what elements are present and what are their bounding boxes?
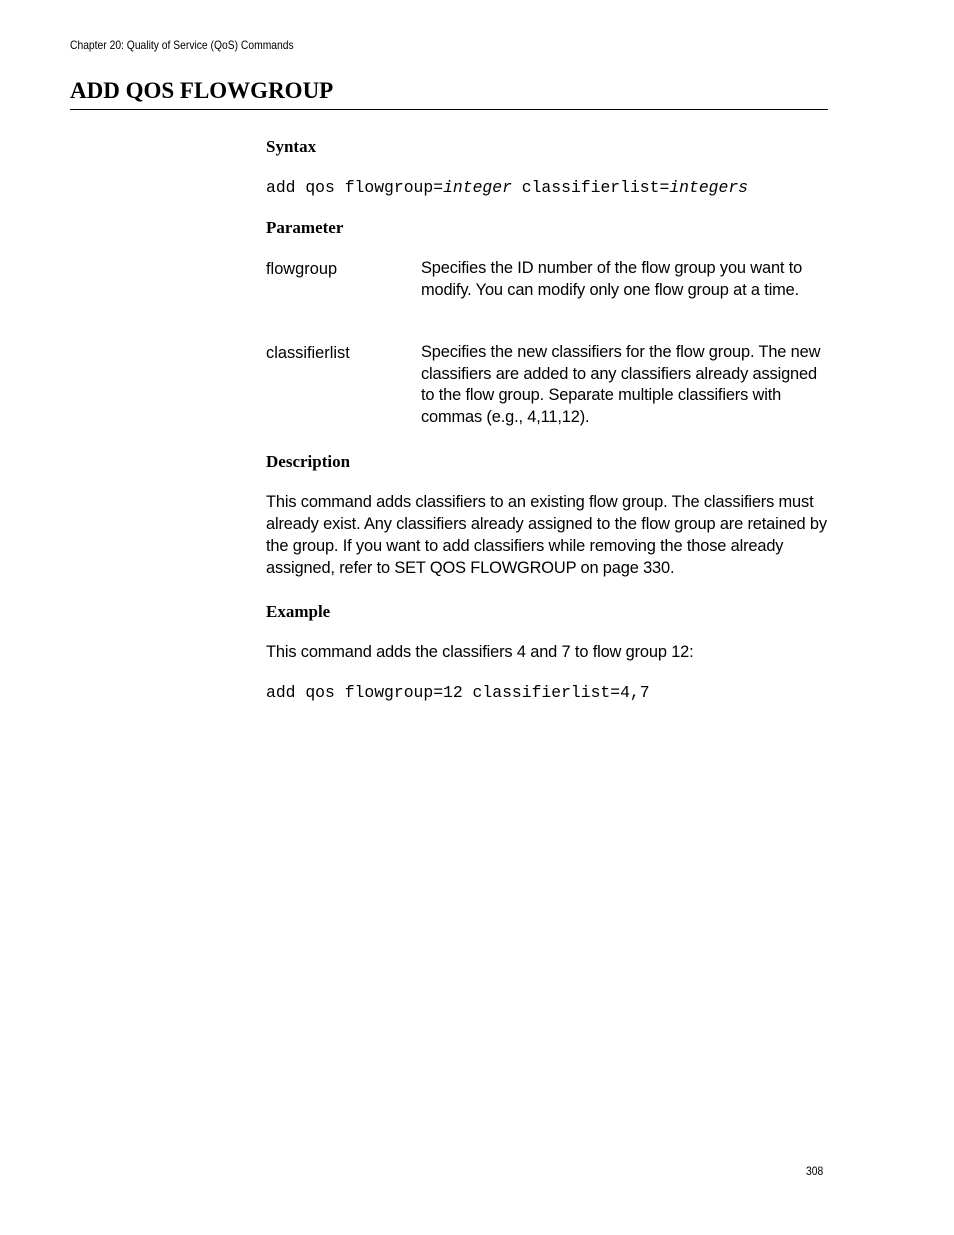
- example-command: add qos flowgroup=12 classifierlist=4,7: [266, 683, 650, 702]
- parameter-description: Specifies the ID number of the flow group you want to modify. You can modify only one flow group at a time.: [421, 259, 803, 299]
- example-heading: Example: [266, 602, 331, 621]
- syntax-command: [266, 178, 748, 197]
- syntax-command-part1: add qos flowgroup=: [266, 178, 444, 197]
- example-intro: This command adds the classifiers 4 and 7 to flow group 12:: [266, 643, 694, 661]
- syntax-arg-classifierlist: integers: [669, 178, 749, 197]
- parameter-name: classifierlist: [266, 344, 350, 362]
- syntax-command-part2: classifierlist=: [511, 178, 670, 197]
- parameter-name: flowgroup: [266, 260, 338, 278]
- title-rule: [70, 109, 828, 110]
- page-number: 308: [806, 1164, 824, 1178]
- parameter-heading: Parameter: [266, 218, 344, 237]
- parameter-description: Specifies the new classifiers for the flow group. The new classifiers are added to any classifiers already assigned to the flow group. Separate multiple classifiers with commas (e.g., 4,11,12).: [421, 343, 821, 426]
- syntax-arg-flowgroup: integer: [443, 178, 512, 197]
- description-heading: Description: [266, 452, 351, 471]
- description-text: This command adds classifiers to an existing flow group. The classifiers must already exist. Any classifiers already assigned to the flow group are retained by the group. If you want to add classifiers while removing the those already assigned, refer to SET QOS FLOWGROUP on page 330.: [266, 493, 827, 577]
- syntax-heading: Syntax: [266, 137, 317, 156]
- page-title: ADD QOS FLOWGROUP: [70, 78, 334, 103]
- running-header: Chapter 20: Quality of Service (QoS) Commands: [70, 38, 294, 52]
